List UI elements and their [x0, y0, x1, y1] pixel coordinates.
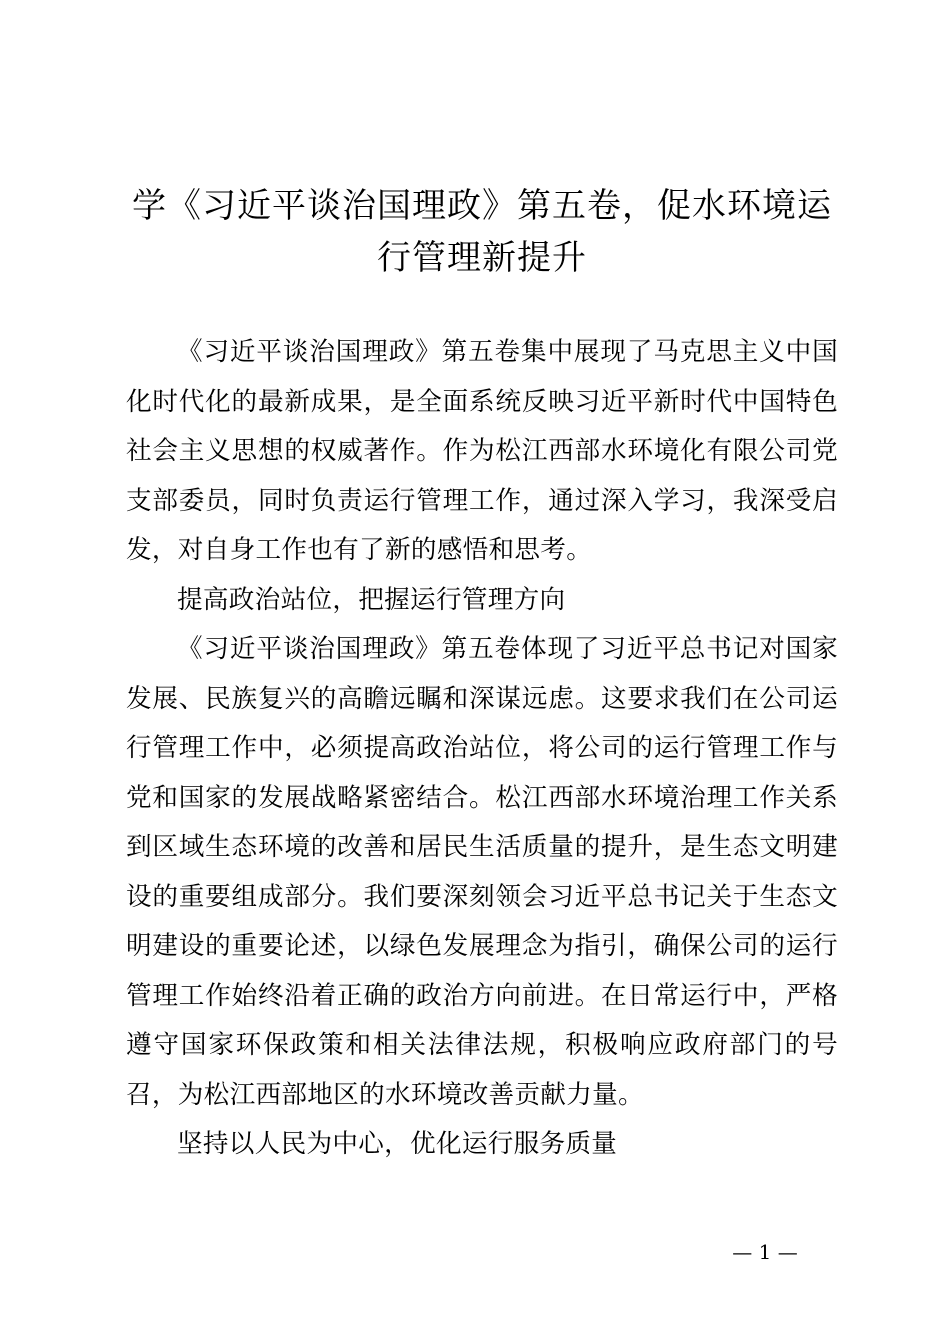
section-heading-people-centered: 坚持以人民为中心，优化运行服务质量	[177, 1129, 618, 1159]
political-stance-paragraph: 《习近平谈治国理政》第五卷体现了习近平总书记对国家发展、民族复兴的高瞻远瞩和深谋远虑。这要求我们在公司运行管理工作中，必须提高政治站位，将公司的运行管理工作与党和国家的发展战略紧密结合。松江西部水环境治理工作关系到区域生态环境的改善和居民生活质量的提升，是生态文明建设的重要组成部分。我们要深刻领会习近平总书记关于生态文明建设的重要论述，以绿色发展理念为指引，确保公司的运行管理工作始终沿着正确的政治方向前进。在日常运行中，严格遵守国家环保政策和相关法律法规，积极响应政府部门的号召，为松江西部地区的水环境改善贡献力量。	[126, 634, 838, 1110]
page-number: — 1 —	[732, 1240, 798, 1264]
intro-paragraph: 《习近平谈治国理政》第五卷集中展现了马克思主义中国化时代化的最新成果，是全面系统反映习近平新时代中国特色社会主义思想的权威著作。作为松江西部水环境化有限公司党支部委员，同时负责运行管理工作，通过深入学习，我深受启发，对自身工作也有了新的感悟和思考。	[126, 337, 838, 565]
document-title: 学《习近平谈治国理政》第五卷，促水环境运行管理新提升	[132, 186, 832, 278]
section-heading-political-stance: 提高政治站位，把握运行管理方向	[177, 584, 566, 615]
document-body	[126, 328, 838, 1170]
